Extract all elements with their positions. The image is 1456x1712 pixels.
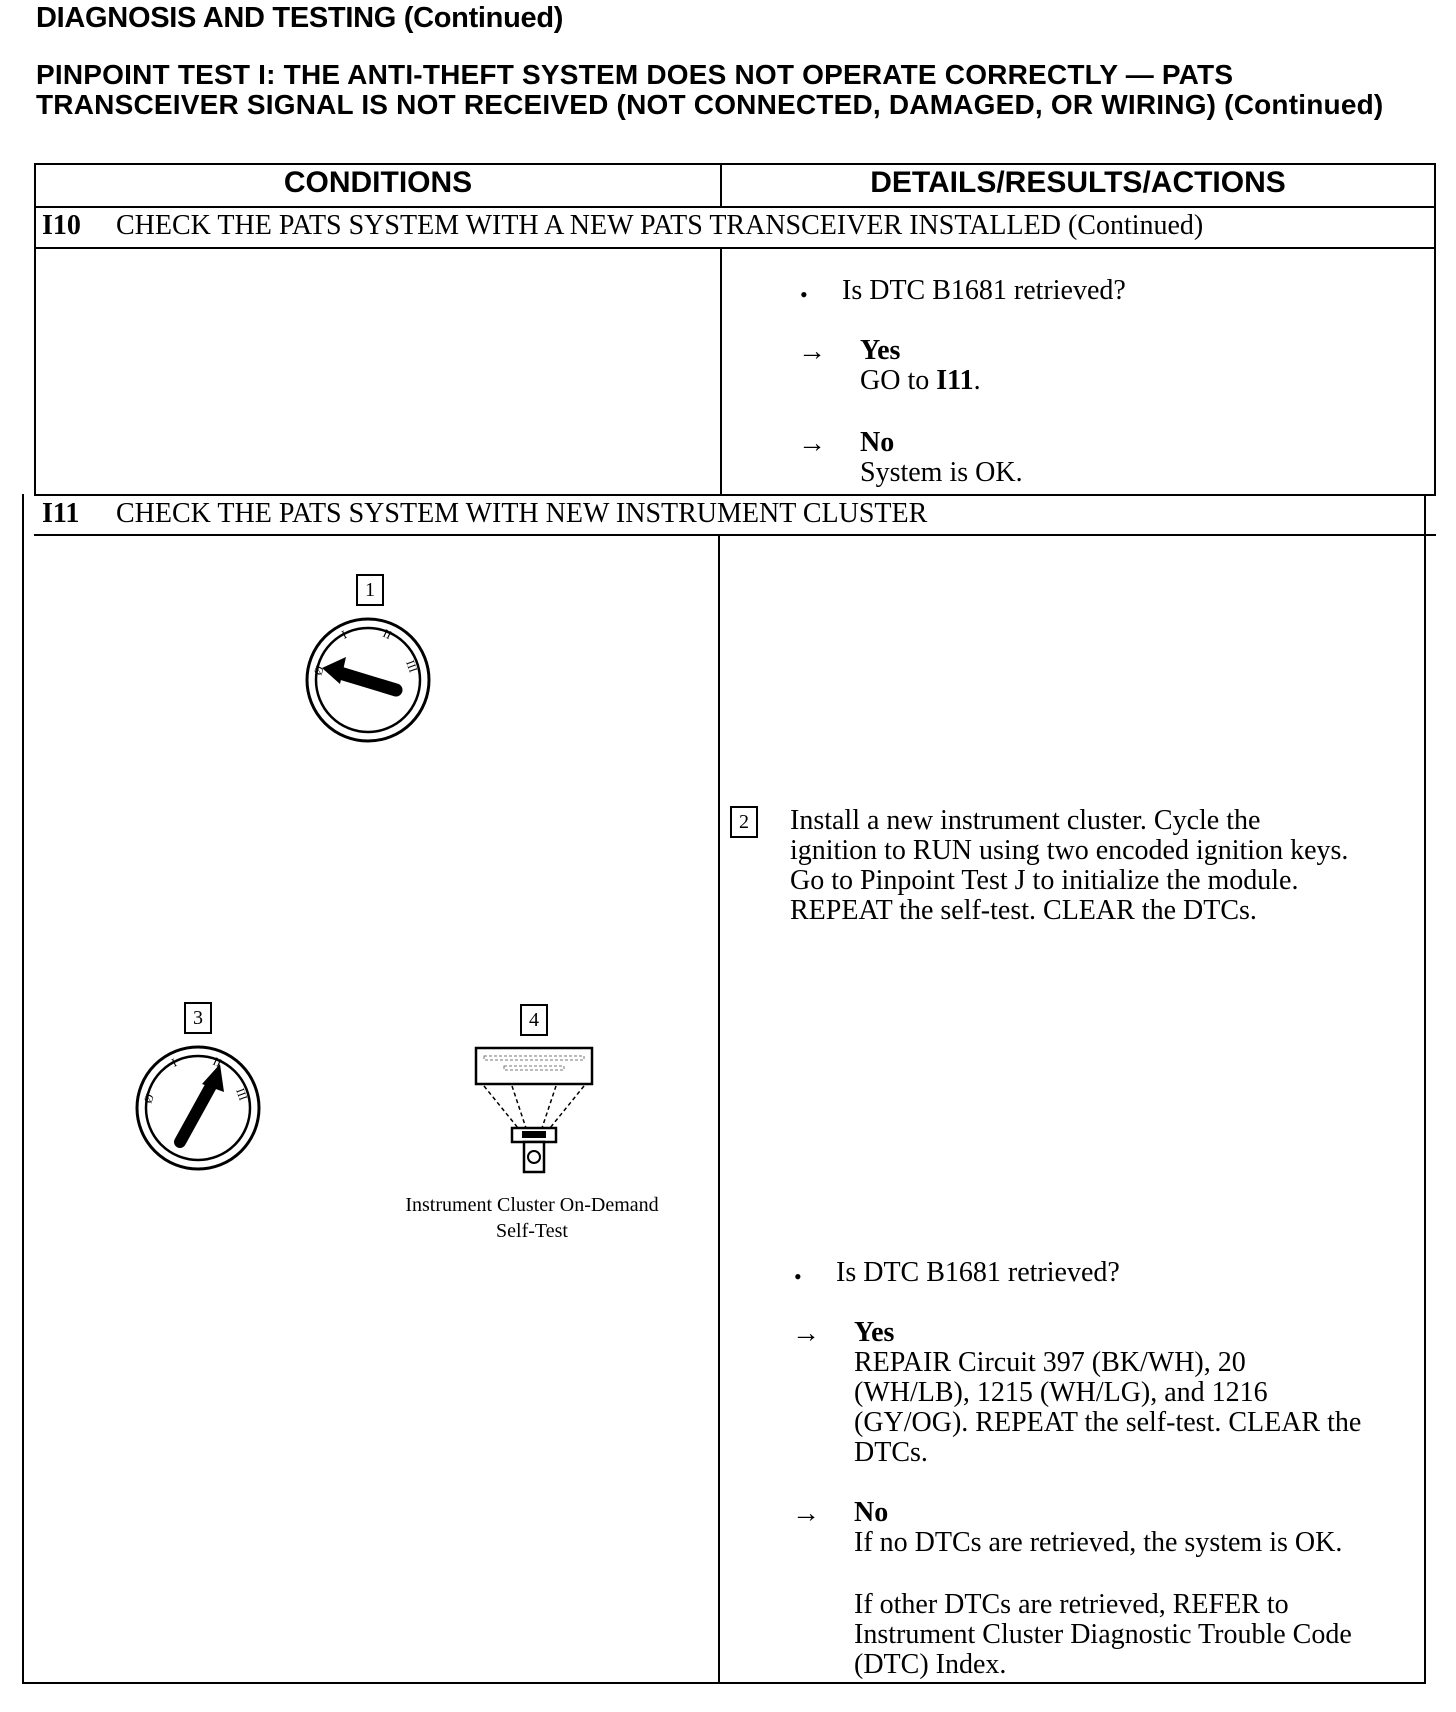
table-left-border bbox=[34, 163, 36, 494]
arrow-right-icon: → bbox=[792, 1498, 820, 1529]
i10-yes-label: Yes bbox=[860, 335, 901, 366]
figure-caption-line: Instrument Cluster On-Demand bbox=[405, 1194, 659, 1216]
arrow-right-icon: → bbox=[798, 428, 826, 459]
step-i11-id: I11 bbox=[42, 498, 80, 529]
ignition-label-run: II bbox=[210, 1054, 224, 1071]
ignition-switch-run-icon bbox=[130, 1040, 266, 1176]
instrument-cluster-self-test-icon bbox=[470, 1044, 598, 1180]
i11-instruction-line: Go to Pinpoint Test J to initialize the module. bbox=[790, 865, 1299, 896]
i11-no-action-line: If other DTCs are retrieved, REFER to bbox=[854, 1589, 1289, 1620]
table-divider bbox=[34, 206, 1436, 208]
column-divider bbox=[720, 247, 722, 494]
ignition-label-start: III bbox=[403, 658, 421, 675]
table-divider bbox=[34, 494, 1436, 496]
ignition-label-acc: I bbox=[339, 627, 349, 642]
step-i11-header bbox=[42, 498, 927, 530]
i11-no-action-line: (DTC) Index. bbox=[854, 1649, 1007, 1680]
ignition-arrow-shaft bbox=[340, 673, 396, 690]
ignition-label-off: Ø bbox=[310, 664, 327, 678]
table-left-border bbox=[22, 494, 24, 1684]
i10-question: Is DTC B1681 retrieved? bbox=[842, 275, 1126, 306]
i10-no-action: System is OK. bbox=[860, 457, 1023, 488]
i11-yes-label: Yes bbox=[854, 1317, 895, 1348]
ignition-label-acc: I bbox=[169, 1055, 179, 1070]
figure-caption bbox=[372, 1192, 692, 1244]
i11-instruction-line: Install a new instrument cluster. Cycle the bbox=[790, 805, 1261, 836]
callout-1: 1 bbox=[356, 574, 384, 606]
i11-question: Is DTC B1681 retrieved? bbox=[836, 1257, 1120, 1288]
bullet-icon: • bbox=[794, 1264, 802, 1289]
details-column-header: DETAILS/RESULTS/ACTIONS bbox=[870, 166, 1286, 199]
conditions-column-header: CONDITIONS bbox=[283, 166, 473, 199]
bullet-icon: • bbox=[800, 282, 808, 307]
page-title: DIAGNOSIS AND TESTING (Continued) bbox=[36, 2, 564, 34]
arrow-right-icon: → bbox=[798, 336, 826, 367]
i10-yes-action-suffix: . bbox=[973, 365, 981, 396]
i11-no-action: If no DTCs are retrieved, the system is OK. bbox=[854, 1527, 1343, 1558]
i11-instruction-line: ignition to RUN using two encoded ignition keys. bbox=[790, 835, 1349, 866]
i11-yes-action-line: (GY/OG). REPEAT the self-test. CLEAR the bbox=[854, 1407, 1362, 1438]
callout-3: 3 bbox=[184, 1002, 212, 1034]
arrow-right-icon: → bbox=[792, 1318, 820, 1349]
i11-yes-action-line: (WH/LB), 1215 (WH/LG), and 1216 bbox=[854, 1377, 1268, 1408]
callout-2: 2 bbox=[730, 806, 758, 838]
table-right-border bbox=[1434, 163, 1436, 494]
ignition-arrow-shaft bbox=[180, 1084, 212, 1142]
i11-instruction-line: REPEAT the self-test. CLEAR the DTCs. bbox=[790, 895, 1257, 926]
i11-yes-action-line: REPAIR Circuit 397 (BK/WH), 20 bbox=[854, 1347, 1246, 1378]
i11-yes-action-line: DTCs. bbox=[854, 1437, 928, 1468]
ignition-label-start: III bbox=[233, 1086, 251, 1103]
table-divider bbox=[34, 534, 1436, 536]
table-bottom-border bbox=[22, 1682, 1424, 1684]
i10-yes-action bbox=[860, 366, 981, 396]
figure-caption-line: Self-Test bbox=[496, 1220, 568, 1242]
step-i10-id: I10 bbox=[42, 210, 81, 241]
i10-yes-action-text: GO to bbox=[860, 365, 930, 396]
table-right-border bbox=[1424, 494, 1426, 1684]
step-i10-header bbox=[42, 210, 1203, 242]
ignition-switch-icon bbox=[300, 612, 436, 748]
ignition-label-run: II bbox=[380, 626, 394, 643]
i10-yes-action-target: I11 bbox=[936, 365, 974, 396]
step-i10-title: CHECK THE PATS SYSTEM WITH A NEW PATS TRANSCEIVER INSTALLED (Continued) bbox=[116, 210, 1204, 241]
step-i11-title: CHECK THE PATS SYSTEM WITH NEW INSTRUMENT CLUSTER bbox=[116, 498, 928, 529]
pinpoint-test-title: PINPOINT TEST I: THE ANTI-THEFT SYSTEM DOES NOT OPERATE CORRECTLY — PATS TRANSCEIVER SIGNAL IS NOT RECEIVED (NOT CONNECTED, DAMAGED, OR WIRING) (Continued) bbox=[36, 59, 1384, 120]
ignition-label-off: Ø bbox=[140, 1092, 157, 1106]
callout-4: 4 bbox=[520, 1004, 548, 1036]
table-divider bbox=[34, 247, 1436, 249]
column-divider bbox=[718, 534, 720, 1684]
table-top-border bbox=[34, 163, 1436, 165]
i11-no-action-line: Instrument Cluster Diagnostic Trouble Code bbox=[854, 1619, 1352, 1650]
i10-no-label: No bbox=[860, 427, 895, 458]
i11-no-label: No bbox=[854, 1497, 889, 1528]
